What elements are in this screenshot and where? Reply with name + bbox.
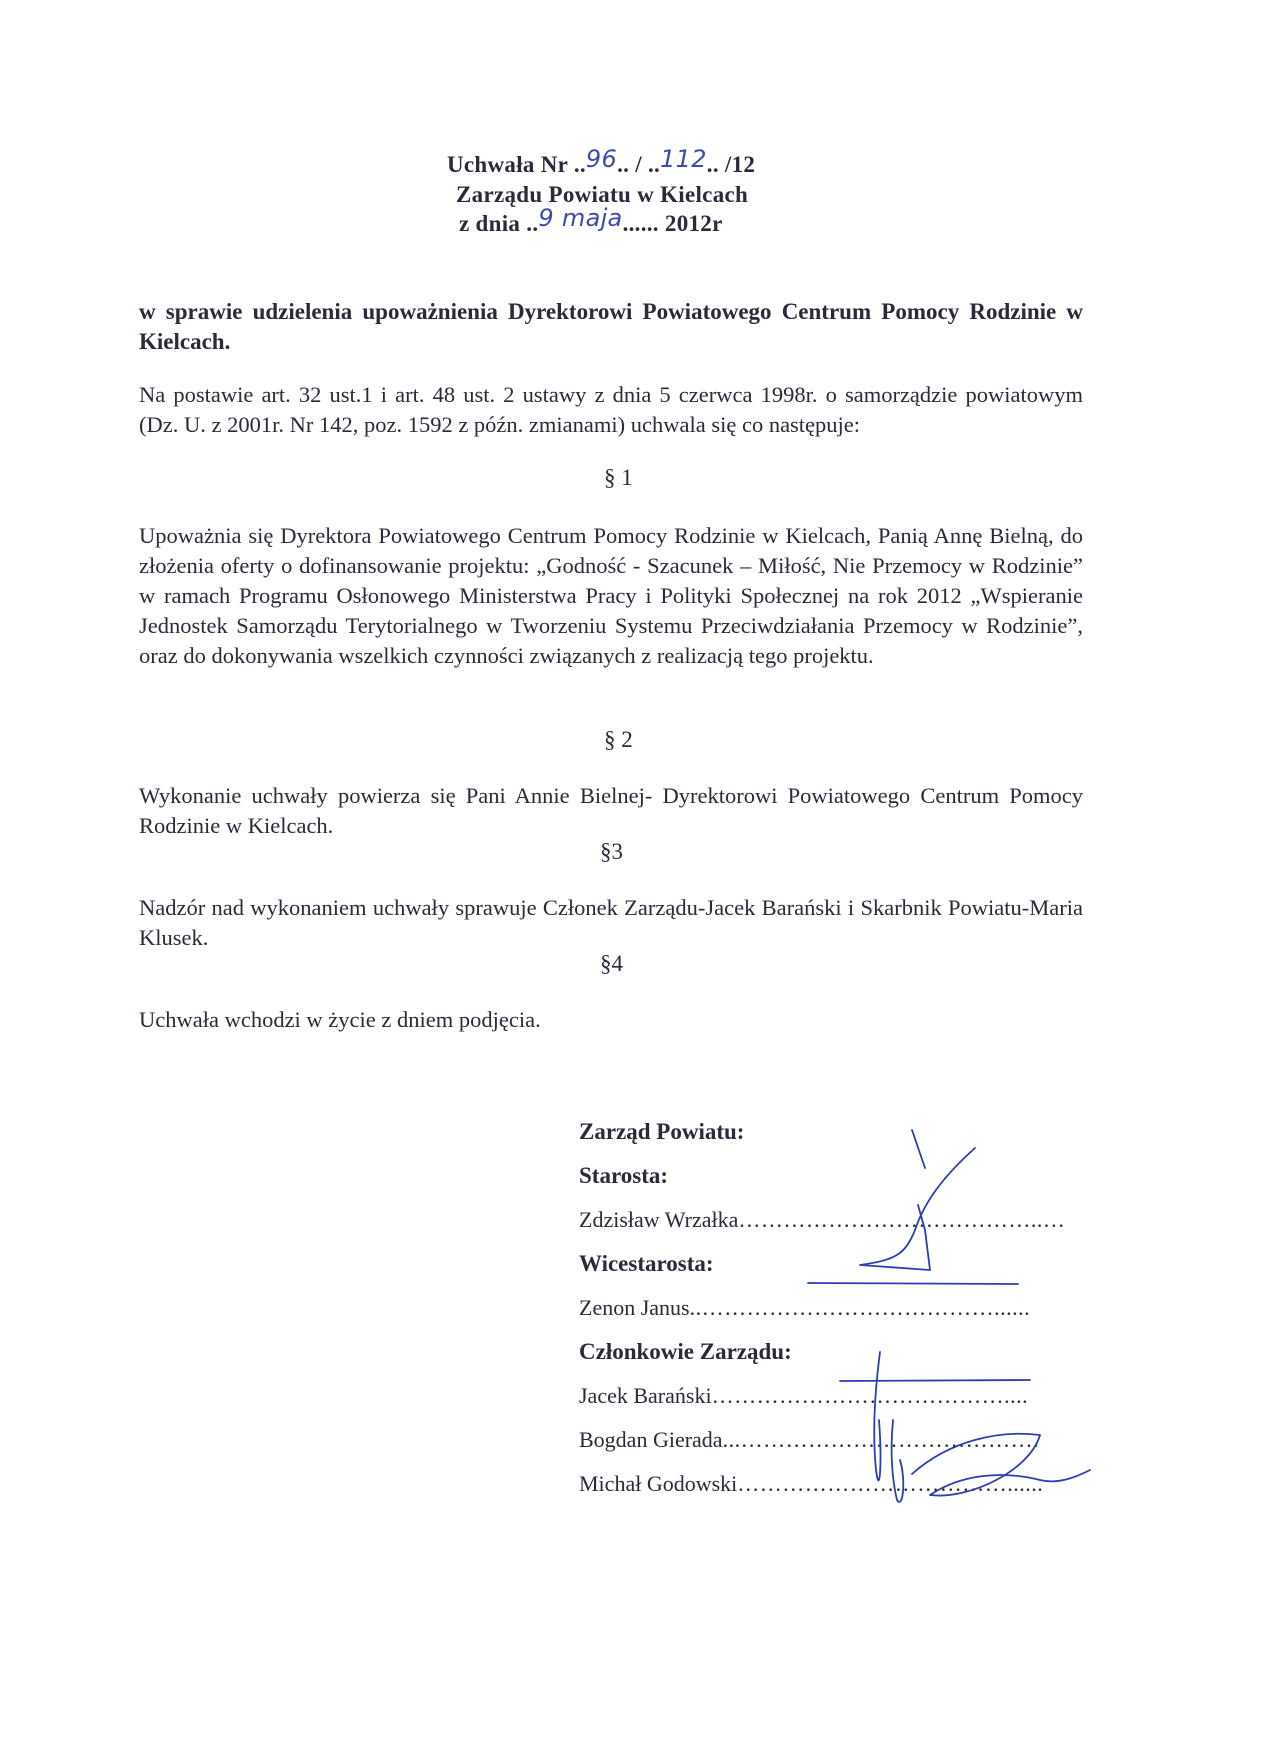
section-4-text: Uchwała wchodzi w życie z dniem podjęcia. <box>139 1007 541 1032</box>
starosta-heading: Starosta: <box>579 1163 669 1188</box>
section-1-text: Upoważnia się Dyrektora Powiatowego Centrum Pomocy Rodzinie w Kielcach, Panią Annę Bielną, do złożenia oferty o dofinansowanie projektu: „Godność - Szacunek – Miłość, Nie Przemocy w Rodzinie” w ramach Programu Osłonowego Ministerstwa Pracy i Polityki Społecznej na rok 2012 „Wspieranie Jednostek Samorządu Terytorialnego w Tworzeniu Systemu Przeciwdziałania Przemocy w Rodzinie”, oraz do dokonywania wszelkich czynności związanych z realizacją tego projektu. <box>139 523 1083 668</box>
resolution-number-suffix: .. /12 <box>706 152 756 177</box>
legal-basis-paragraph: Na postawie art. 32 ust.1 i art. 48 ust. 2 ustawy z dnia 5 czerwca 1998r. o samorządzie powiatowym (Dz. U. z 2001r. Nr 142, poz. 1592 z późn. zmianami) uchwala się co następuje: <box>139 382 1083 437</box>
signature-dots: ...…………………………………. <box>722 1427 1040 1452</box>
starosta-signature <box>860 1130 975 1270</box>
handwritten-date: 9 maja <box>538 204 623 232</box>
member-name: Bogdan Gierada <box>579 1427 723 1452</box>
member-signature-line <box>579 1469 1043 1499</box>
resolution-date-suffix: ...... 2012r <box>622 211 723 236</box>
section-4-mark: §4 <box>600 951 623 976</box>
starosta-signature-underline <box>808 1283 1018 1284</box>
resolution-date-line <box>459 204 723 238</box>
members-heading: Członkowie Zarządu: <box>579 1339 792 1364</box>
starosta-signature-line <box>579 1205 1065 1235</box>
wicestarosta-signature-line <box>579 1293 1030 1323</box>
wicestarosta-heading: Wicestarosta: <box>579 1251 714 1276</box>
issuing-body: Zarządu Powiatu w Kielcach <box>456 182 749 207</box>
signature-dots: ..…………………………………...... <box>689 1295 1031 1320</box>
resolution-number-line <box>447 145 756 179</box>
section-2-text: Wykonanie uchwały powierza się Pani Annie Bielnej- Dyrektorowi Powiatowego Centrum Pomocy Rodzinie w Kielcach. <box>139 783 1083 838</box>
board-heading: Zarząd Powiatu: <box>579 1119 745 1144</box>
member-name: Michał Godowski <box>579 1471 738 1496</box>
resolution-date-prefix: z dnia .. <box>459 211 539 236</box>
wicestarosta-name: Zenon Janus <box>579 1295 690 1320</box>
resolution-subject: w sprawie udzielenia upoważnienia Dyrektorowi Powiatowego Centrum Pomocy Rodzinie w Kielcach. <box>139 299 1083 354</box>
resolution-number-separator: .. / .. <box>617 152 661 177</box>
starosta-name: Zdzisław Wrzałka <box>579 1207 739 1232</box>
member-name: Jacek Barański <box>579 1383 712 1408</box>
section-2-mark: § 2 <box>604 727 633 752</box>
handwritten-number: 96 <box>585 145 618 173</box>
member-signature-line <box>579 1425 1039 1455</box>
signature-dots: ………………………………….... <box>711 1383 1029 1408</box>
handwritten-number-2: 112 <box>660 145 707 173</box>
section-3-mark: §3 <box>600 839 623 864</box>
section-3-text: Nadzór nad wykonaniem uchwały sprawuje Członek Zarządu-Jacek Barański i Skarbnik Powiatu-Maria Klusek. <box>139 895 1083 950</box>
member-signature-line <box>579 1381 1028 1411</box>
signature-dots: …………………………………..… <box>738 1207 1066 1232</box>
resolution-number-prefix: Uchwała Nr .. <box>447 152 586 177</box>
signature-dots: ………………………………...... <box>737 1471 1044 1496</box>
section-1-mark: § 1 <box>604 465 633 490</box>
